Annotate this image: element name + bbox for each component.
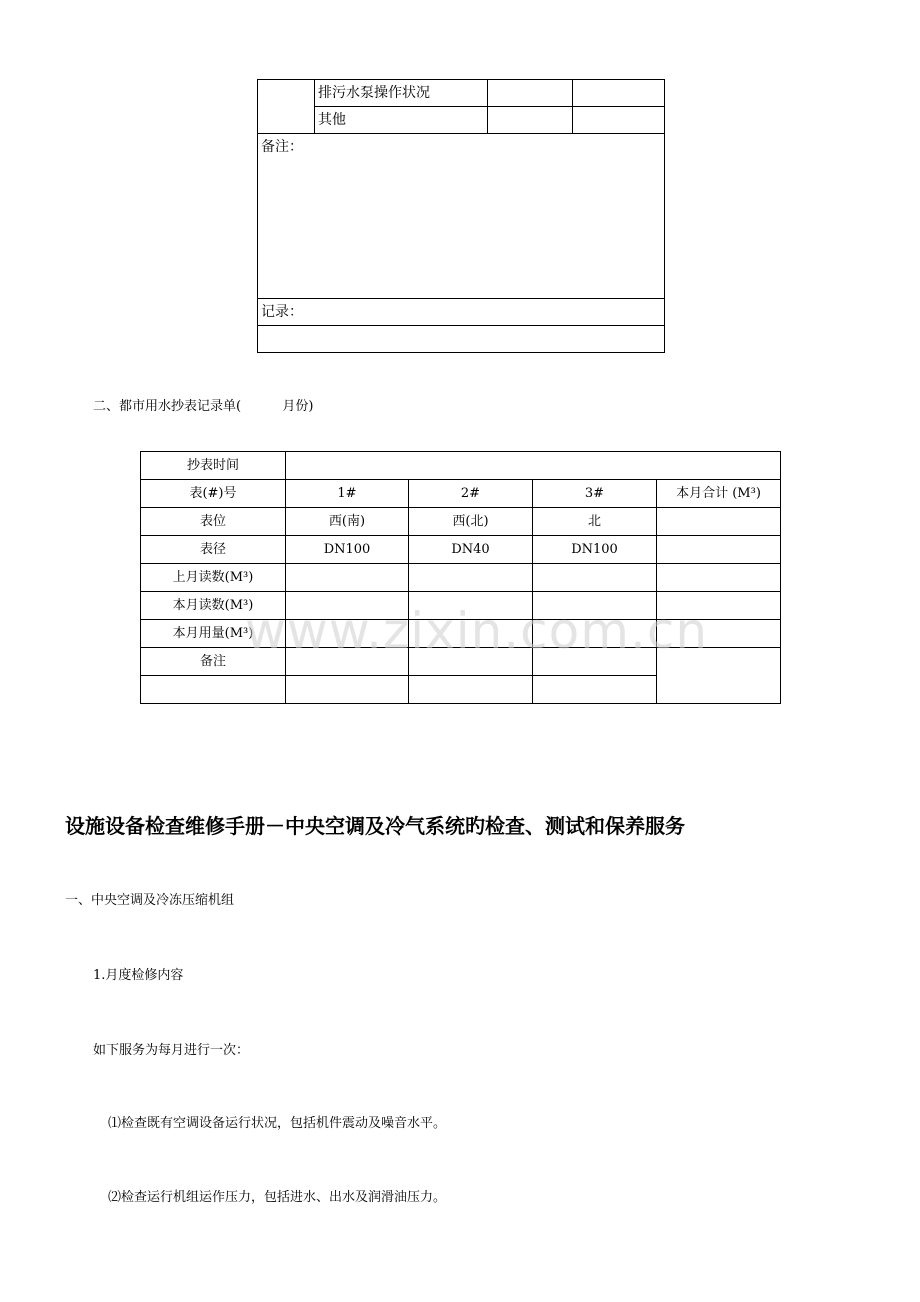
table1-blank-cell bbox=[258, 80, 315, 134]
table1-remarks[interactable] bbox=[258, 134, 665, 299]
remarks-cell[interactable] bbox=[409, 648, 533, 676]
time-value-cell[interactable] bbox=[286, 452, 781, 480]
record-label: 记录： bbox=[261, 304, 303, 320]
reading-cell[interactable] bbox=[286, 592, 409, 620]
table1-row-label: 其他 bbox=[315, 107, 488, 134]
watermark: www.zixin.com.cn bbox=[245, 602, 709, 660]
row-label-last-reading: 上月读数(M³) bbox=[141, 564, 286, 592]
water-meter-table bbox=[140, 451, 781, 704]
total-cell[interactable] bbox=[657, 508, 781, 536]
usage-cell[interactable] bbox=[286, 620, 409, 648]
reading-cell[interactable] bbox=[286, 564, 409, 592]
blank-cell[interactable] bbox=[409, 676, 533, 704]
list-item: ⑴检查既有空调设备运行状况，包括机件震动及噪音水平。 bbox=[108, 1116, 447, 1131]
row-label-time: 抄表时间 bbox=[141, 452, 286, 480]
meter-position: 西(北) bbox=[409, 508, 533, 536]
row-label-remarks: 备注 bbox=[141, 648, 286, 676]
row-label-meter-no: 表(#)号 bbox=[141, 480, 286, 508]
remarks-label: 备注： bbox=[261, 139, 303, 155]
table1-cell[interactable] bbox=[488, 107, 573, 134]
table1-cell[interactable] bbox=[573, 80, 665, 107]
intro-paragraph: 如下服务为每月进行一次： bbox=[93, 1043, 250, 1058]
row-label-position: 表位 bbox=[141, 508, 286, 536]
blank-cell[interactable] bbox=[533, 676, 657, 704]
meter-no: 3# bbox=[533, 480, 657, 508]
usage-cell[interactable] bbox=[409, 620, 533, 648]
pump-status-table bbox=[257, 79, 665, 353]
total-cell[interactable] bbox=[657, 592, 781, 620]
row-label-diameter: 表径 bbox=[141, 536, 286, 564]
meter-diameter: DN40 bbox=[409, 536, 533, 564]
meter-diameter: DN100 bbox=[286, 536, 409, 564]
total-cell[interactable] bbox=[657, 536, 781, 564]
table1-row-label: 排污水泵操作状况 bbox=[315, 80, 488, 107]
meter-position: 西(南) bbox=[286, 508, 409, 536]
row-label-usage: 本月用量(M³) bbox=[141, 620, 286, 648]
remarks-cell[interactable] bbox=[286, 648, 409, 676]
meter-no: 2# bbox=[409, 480, 533, 508]
reading-cell[interactable] bbox=[533, 592, 657, 620]
total-header: 本月合计 (M³) bbox=[657, 480, 781, 508]
blank-cell[interactable] bbox=[141, 676, 286, 704]
page-heading: 设施设备检查维修手册－中央空调及冷气系统旳检查、测试和保养服务 bbox=[65, 814, 685, 838]
reading-cell[interactable] bbox=[409, 564, 533, 592]
meter-no: 1# bbox=[286, 480, 409, 508]
usage-cell[interactable] bbox=[533, 620, 657, 648]
table1-cell[interactable] bbox=[573, 107, 665, 134]
table1-cell[interactable] bbox=[488, 80, 573, 107]
meter-diameter: DN100 bbox=[533, 536, 657, 564]
section2-title: 二、都市用水抄表记录单( 月份) bbox=[93, 399, 314, 414]
table1-record[interactable] bbox=[258, 299, 665, 326]
table1-blank-row[interactable] bbox=[258, 326, 665, 353]
reading-cell[interactable] bbox=[533, 564, 657, 592]
blank-cell[interactable] bbox=[286, 676, 409, 704]
meter-position: 北 bbox=[533, 508, 657, 536]
section1-title: 一、中央空调及冷冻压缩机组 bbox=[65, 893, 235, 908]
total-remarks-cell[interactable] bbox=[657, 648, 781, 704]
reading-cell[interactable] bbox=[409, 592, 533, 620]
subsection-title: 1.月度检修内容 bbox=[93, 968, 184, 983]
row-label-this-reading: 本月读数(M³) bbox=[141, 592, 286, 620]
total-cell[interactable] bbox=[657, 620, 781, 648]
total-cell[interactable] bbox=[657, 564, 781, 592]
remarks-cell[interactable] bbox=[533, 648, 657, 676]
list-item: ⑵检查运行机组运作压力，包括进水、出水及润滑油压力。 bbox=[108, 1190, 447, 1205]
